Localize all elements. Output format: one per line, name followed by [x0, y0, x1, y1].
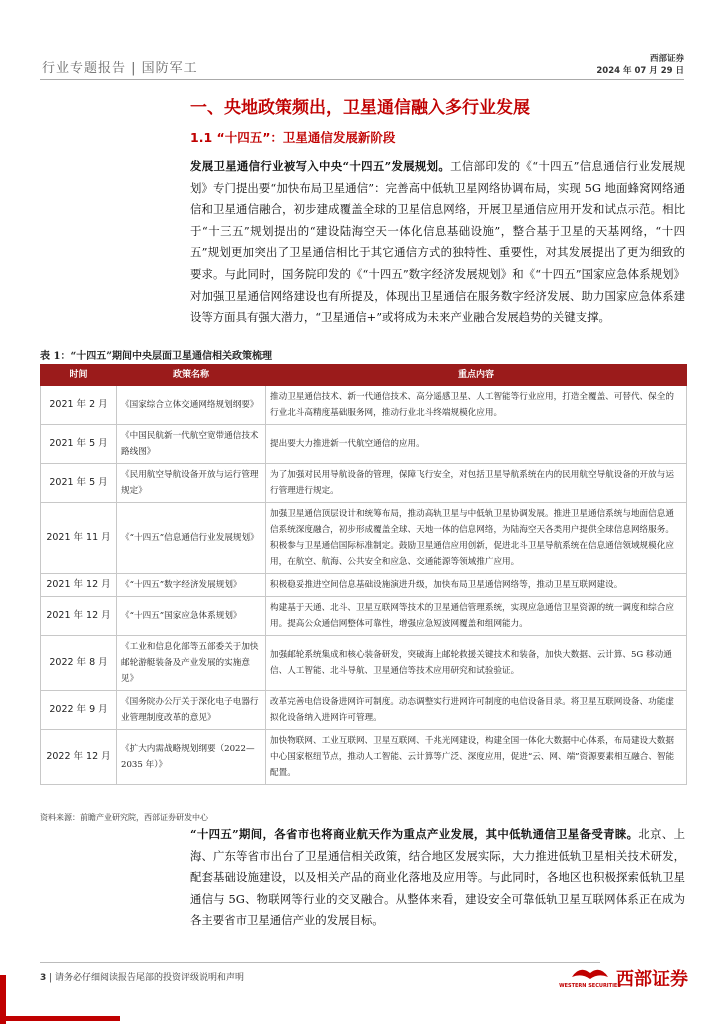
cell-content: 加快物联网、工业互联网、卫星互联网、千兆光网建设，构建全国一体化大数据中心体系，布局建设大数据中心国家枢纽节点，推动人工智能、云计算等广泛、深度应用，促进“云、网、端”资源要素相互融合、智能配置。	[266, 730, 687, 785]
cell-policy: 《“十四五”数字经济发展规划》	[117, 574, 266, 597]
cell-content: 改革完善电信设备进网许可制度。动态调整实行进网许可制度的电信设备目录。将卫星互联网设备、功能虚拟化设备纳入进网许可管理。	[266, 691, 687, 730]
footer: 3 | 请务必仔细阅读报告尾部的投资评级说明和声明	[40, 973, 245, 983]
footer-divider	[40, 962, 600, 963]
company-logo	[559, 963, 688, 993]
header-divider	[40, 79, 684, 80]
cell-time: 2021 年 12 月	[41, 574, 117, 597]
cell-policy: 《国务院办公厅关于深化电子电器行业管理制度改革的意见》	[117, 691, 266, 730]
cell-content: 提出要大力推进新一代航空通信的应用。	[266, 425, 687, 464]
cell-time: 2022 年 12 月	[41, 730, 117, 785]
table-row	[41, 574, 687, 597]
header-policy: 政策名称	[117, 365, 266, 386]
table-header-row	[41, 365, 687, 386]
table-row	[41, 636, 687, 691]
header-content: 重点内容	[266, 365, 687, 386]
table-row	[41, 597, 687, 636]
cell-policy: 《工业和信息化部等五部委关于加快邮轮游艇装备及产业发展的实施意见》	[117, 636, 266, 691]
table-row	[41, 464, 687, 503]
header-time: 时间	[41, 365, 117, 386]
cell-policy: 《国家综合立体交通网络规划纲要》	[117, 386, 266, 425]
section-heading: 一、央地政策频出，卫星通信融入多行业发展	[190, 98, 530, 118]
cell-policy: 《“十四五”国家应急体系规划》	[117, 597, 266, 636]
paragraph-2-body: 北京、上海、广东等省市出台了卫星通信相关政策，结合地区发展实际，大力推进低轨卫星相关技术研发，配套基础设施建设，以及相关产品的商业化落地及应用等。与此同时，各地区也积极探索低轨卫星通信与 5G、物联网等行业的交叉融合。从整体来看，建设安全可靠低轨卫星互联网体系正在成为各主要省市卫星通信产业的发展目标。	[190, 827, 685, 928]
paragraph-1-body: 工信部印发的《“十四五”信息通信行业发展规划》专门提出要“加快布局卫星通信”：完善高中低轨卫星网络协调布局，实现 5G 地面蜂窝网络通信和卫星通信融合，初步建成覆盖全球的卫星信息网络，开展卫星通信应用开发和试点示范。相比于“十三五”规划提出的“建设陆海空天一体化信息基础设施”，整合基于卫星的天基网络，“十四五”规划更加突出了卫星通信相比于其它通信方式的独特性、重要性，对其发展提出了更为细致的要求。与此同时，国务院印发的《“十四五”数字经济发展规划》和《“十四五”国家应急体系规划》对加强卫星通信网络建设也有所提及，体现出卫星通信在服务数字经济发展、助力国家应急体系建设等方面具有强大潜力，“卫星通信+”或将成为未来产业融合发展趋势的关键支撑。	[190, 159, 685, 325]
header-info	[596, 53, 684, 77]
logo-mark-icon	[559, 963, 621, 993]
table-title: 表 1：“十四五”期间中央层面卫星通信相关政策梳理	[40, 351, 272, 362]
cell-policy: 《扩大内需战略规划纲要（2022—2035 年）》	[117, 730, 266, 785]
page-number: 3	[40, 973, 47, 983]
subsection-heading: 1.1 “十四五”：卫星通信发展新阶段	[190, 130, 396, 145]
cell-content: 构建基于天通、北斗、卫星互联网等技术的卫星通信管理系统，实现应急通信卫星资源的统一调度和综合应用。提高公众通信网整体可靠性，增强应急短波网覆盖和组网能力。	[266, 597, 687, 636]
table-row	[41, 730, 687, 785]
cell-content: 加强邮轮系统集成和核心装备研发，突破海上邮轮救援关键技术和装备，加快大数据、云计算、5G 移动通信、人工智能、北斗导航、卫星通信等技术应用研究和试验验证。	[266, 636, 687, 691]
logo-chinese-name: 西部证券	[616, 969, 688, 990]
cell-content: 推动卫星通信技术、新一代通信技术、高分遥感卫星、人工智能等行业应用，打造全覆盖、可替代、保全的行业北斗高精度基础服务网，推动行业北斗终端规模化应用。	[266, 386, 687, 425]
table-source: 资料来源：前瞻产业研究院，西部证券研发中心	[40, 813, 208, 822]
cell-time: 2021 年 5 月	[41, 425, 117, 464]
cell-content: 加强卫星通信顶层设计和统筹布局，推动高轨卫星与中低轨卫星协调发展。推进卫星通信系统与地面信息通信系统深度融合，初步形成覆盖全球、天地一体的信息网络，为陆海空天各类用户提供全球信息网络服务。积极参与卫星通信国际标准制定。鼓励卫星通信应用创新，促进北斗卫星导航系统在信息通信领域规模化应用，在航空、航海、公共安全和应急、交通能源等领域推广应用。	[266, 503, 687, 574]
table-row	[41, 425, 687, 464]
disclaimer-note: 请务必仔细阅读报告尾部的投资评级说明和声明	[55, 973, 245, 983]
report-date: 2024 年 07 月 29 日	[596, 66, 684, 76]
paragraph-1	[190, 156, 685, 329]
cell-time: 2021 年 5 月	[41, 464, 117, 503]
cell-time: 2021 年 2 月	[41, 386, 117, 425]
cell-time: 2021 年 12 月	[41, 597, 117, 636]
table-row	[41, 691, 687, 730]
paragraph-1-lead: 发展卫星通信行业被写入中央“十四五”发展规划。	[190, 159, 451, 173]
cell-policy: 《中国民航新一代航空宽带通信技术路线图》	[117, 425, 266, 464]
table-row	[41, 503, 687, 574]
cell-policy: 《“十四五”信息通信行业发展规划》	[117, 503, 266, 574]
cell-time: 2021 年 11 月	[41, 503, 117, 574]
cell-policy: 《民用航空导航设备开放与运行管理规定》	[117, 464, 266, 503]
cell-content: 为了加强对民用导航设备的管理，保障飞行安全，对包括卫星导航系统在内的民用航空导航设备的开放与运行管理进行规定。	[266, 464, 687, 503]
firm-name: 西部证券	[649, 54, 684, 64]
paragraph-2	[190, 824, 685, 932]
cell-content: 积极稳妥推进空间信息基础设施演进升级，加快布局卫星通信网络等，推动卫星互联网建设。	[266, 574, 687, 597]
report-category: 行业专题报告 | 国防军工	[42, 61, 198, 76]
paragraph-2-lead: “十四五”期间，各省市也将商业航天作为重点产业发展，其中低轨通信卫星备受青睐。	[190, 827, 639, 841]
table-row	[41, 386, 687, 425]
cell-time: 2022 年 9 月	[41, 691, 117, 730]
corner-accent-horizontal	[0, 1016, 120, 1021]
logo-english-text: WESTERN SECURITIES	[559, 983, 621, 989]
policy-table	[40, 364, 687, 785]
cell-time: 2022 年 8 月	[41, 636, 117, 691]
